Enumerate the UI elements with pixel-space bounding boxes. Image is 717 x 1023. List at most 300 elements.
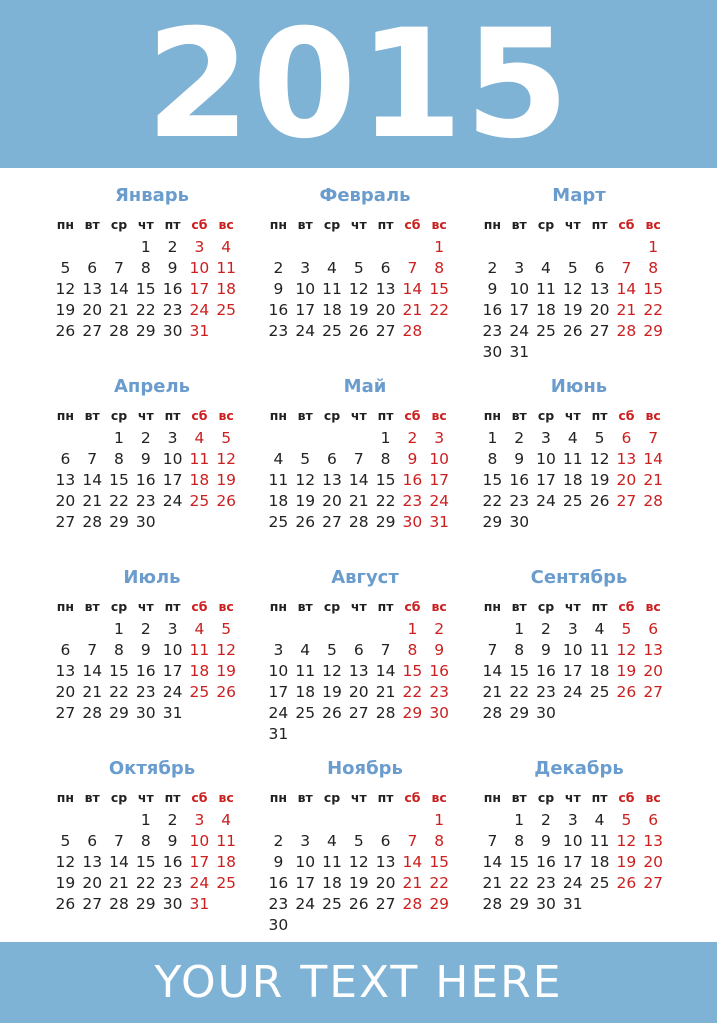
day-cell: 18 — [562, 471, 583, 489]
day-cell: 13 — [55, 662, 76, 680]
weekday-header: сб — [404, 217, 421, 232]
weekday-header: вс — [431, 790, 447, 805]
day-cell: 20 — [82, 874, 103, 892]
year-title: 2015 — [145, 0, 572, 172]
day-cell: 21 — [482, 874, 503, 892]
weekday-header: сб — [618, 790, 635, 805]
day-cell: 6 — [594, 259, 605, 277]
weekday-header: вс — [431, 408, 447, 423]
day-cell: 29 — [402, 704, 423, 722]
day-cell: 9 — [167, 259, 178, 277]
weekday-header: ср — [537, 408, 555, 423]
day-cell: 27 — [643, 683, 664, 701]
day-cell: 9 — [434, 641, 445, 659]
day-cell: 29 — [135, 895, 156, 913]
weekday-header: пн — [269, 599, 288, 614]
day-cell: 14 — [616, 280, 637, 298]
day-cell: 15 — [375, 471, 396, 489]
day-cell: 22 — [109, 492, 129, 510]
weekday-header: вт — [84, 790, 100, 805]
month-block — [479, 376, 679, 533]
day-cell: 3 — [194, 238, 205, 256]
day-cell: 19 — [616, 662, 637, 680]
day-cell: 7 — [380, 641, 391, 659]
day-cell: 6 — [327, 450, 337, 468]
day-cell: 12 — [589, 450, 610, 468]
day-cell: 7 — [621, 259, 632, 277]
weekday-header: ср — [323, 217, 341, 232]
weekday-header: чт — [350, 599, 367, 614]
weekday-header: вс — [218, 408, 234, 423]
day-cell: 4 — [594, 620, 605, 638]
day-cell: 10 — [562, 832, 583, 850]
day-cell: 1 — [514, 811, 525, 829]
day-cell: 21 — [109, 874, 129, 892]
day-cell: 23 — [268, 895, 289, 913]
weekday-header: ср — [110, 408, 128, 423]
month-days-grid — [52, 786, 252, 915]
day-cell: 8 — [648, 259, 659, 277]
day-cell: 2 — [541, 620, 551, 638]
weekday-header: ср — [537, 599, 555, 614]
day-cell: 20 — [322, 492, 342, 510]
day-cell: 3 — [541, 429, 551, 447]
month-block — [52, 567, 252, 724]
day-cell: 5 — [221, 429, 232, 447]
day-cell: 22 — [135, 874, 156, 892]
day-cell: 26 — [295, 513, 316, 531]
weekday-header: ср — [323, 599, 341, 614]
day-cell: 26 — [616, 683, 637, 701]
day-cell: 23 — [536, 874, 556, 892]
day-cell: 23 — [402, 492, 423, 510]
day-cell: 7 — [487, 641, 498, 659]
day-cell: 24 — [189, 301, 210, 319]
weekday-header: пт — [377, 599, 394, 614]
day-cell: 2 — [541, 811, 551, 829]
weekday-header: чт — [350, 408, 367, 423]
weekday-header: ср — [110, 217, 128, 232]
day-cell: 18 — [589, 662, 610, 680]
weekday-header: сб — [191, 217, 208, 232]
month-days-grid — [265, 595, 465, 745]
day-cell: 12 — [348, 853, 369, 871]
day-cell: 26 — [562, 322, 583, 340]
day-cell: 23 — [536, 683, 556, 701]
day-cell: 25 — [295, 704, 316, 722]
weekday-header: чт — [564, 408, 581, 423]
weekday-header: вт — [297, 217, 313, 232]
day-cell: 22 — [402, 683, 423, 701]
weekday-header: чт — [137, 599, 154, 614]
day-cell: 3 — [514, 259, 525, 277]
day-cell: 11 — [536, 280, 556, 298]
day-cell: 2 — [514, 429, 525, 447]
day-cell: 20 — [55, 492, 76, 510]
day-cell: 17 — [295, 301, 316, 319]
month-name: Июль — [123, 567, 181, 588]
day-cell: 1 — [434, 238, 445, 256]
day-cell: 28 — [643, 492, 664, 510]
day-cell: 19 — [295, 492, 316, 510]
weekday-header: чт — [564, 790, 581, 805]
weekday-header: сб — [404, 599, 421, 614]
day-cell: 30 — [429, 704, 450, 722]
day-cell: 6 — [648, 811, 659, 829]
day-cell: 3 — [167, 429, 178, 447]
day-cell: 10 — [562, 641, 583, 659]
day-cell: 9 — [407, 450, 418, 468]
day-cell: 14 — [348, 471, 369, 489]
day-cell: 10 — [189, 832, 210, 850]
day-cell: 26 — [616, 874, 637, 892]
month-name: Ноябрь — [327, 758, 403, 779]
day-cell: 28 — [109, 322, 129, 340]
weekday-header: пт — [164, 790, 181, 805]
month-name: Декабрь — [534, 758, 624, 779]
day-cell: 7 — [87, 641, 98, 659]
day-cell: 29 — [482, 513, 503, 531]
month-days-grid — [479, 213, 679, 363]
day-cell: 25 — [189, 683, 210, 701]
day-cell: 10 — [295, 853, 316, 871]
day-cell: 13 — [348, 662, 369, 680]
day-cell: 27 — [348, 704, 369, 722]
day-cell: 1 — [140, 238, 151, 256]
day-cell: 2 — [273, 259, 284, 277]
day-cell: 1 — [140, 811, 151, 829]
day-cell: 17 — [162, 662, 183, 680]
weekday-header: вс — [218, 599, 234, 614]
month-name: Февраль — [319, 185, 411, 206]
day-cell: 1 — [434, 811, 445, 829]
day-cell: 11 — [322, 853, 342, 871]
day-cell: 27 — [322, 513, 342, 531]
day-cell: 12 — [348, 280, 369, 298]
day-cell: 29 — [643, 322, 664, 340]
day-cell: 17 — [162, 471, 183, 489]
day-cell: 12 — [616, 641, 637, 659]
day-cell: 18 — [589, 853, 610, 871]
day-cell: 21 — [643, 471, 664, 489]
day-cell: 21 — [348, 492, 369, 510]
day-cell: 10 — [536, 450, 556, 468]
day-cell: 30 — [135, 513, 156, 531]
day-cell: 3 — [167, 620, 178, 638]
day-cell: 13 — [82, 853, 103, 871]
weekday-header: пт — [377, 408, 394, 423]
day-cell: 14 — [482, 662, 503, 680]
day-cell: 20 — [375, 874, 396, 892]
day-cell: 29 — [109, 704, 129, 722]
day-cell: 30 — [509, 513, 530, 531]
day-cell: 8 — [140, 832, 151, 850]
day-cell: 9 — [167, 832, 178, 850]
day-cell: 26 — [348, 895, 369, 913]
weekday-header: сб — [191, 790, 208, 805]
day-cell: 5 — [300, 450, 311, 468]
weekday-header: вт — [511, 599, 527, 614]
day-cell: 6 — [380, 259, 391, 277]
month-name: Май — [343, 376, 387, 397]
weekday-header: пн — [269, 790, 288, 805]
day-cell: 20 — [82, 301, 103, 319]
day-cell: 27 — [375, 895, 396, 913]
day-cell: 31 — [189, 895, 210, 913]
day-cell: 9 — [140, 450, 151, 468]
day-cell: 14 — [109, 853, 129, 871]
day-cell: 7 — [114, 832, 124, 850]
day-cell: 28 — [402, 895, 423, 913]
day-cell: 10 — [509, 280, 530, 298]
day-cell: 28 — [616, 322, 637, 340]
day-cell: 14 — [109, 280, 129, 298]
day-cell: 16 — [162, 853, 183, 871]
day-cell: 19 — [348, 301, 369, 319]
day-cell: 12 — [322, 662, 342, 680]
weekday-header: пт — [591, 217, 608, 232]
day-cell: 23 — [162, 874, 183, 892]
day-cell: 23 — [482, 322, 503, 340]
weekday-header: пн — [483, 217, 502, 232]
day-cell: 24 — [536, 492, 556, 510]
day-cell: 23 — [135, 492, 156, 510]
weekday-header: пн — [483, 599, 502, 614]
day-cell: 24 — [295, 895, 316, 913]
month-name: Январь — [114, 185, 190, 206]
month-block — [479, 758, 679, 915]
day-cell: 27 — [616, 492, 637, 510]
day-cell: 31 — [268, 725, 289, 743]
day-cell: 11 — [268, 471, 289, 489]
weekday-header: вт — [511, 790, 527, 805]
day-cell: 4 — [194, 429, 205, 447]
day-cell: 16 — [268, 301, 289, 319]
day-cell: 12 — [55, 280, 76, 298]
day-cell: 8 — [514, 641, 525, 659]
day-cell: 21 — [109, 301, 129, 319]
weekday-header: пт — [591, 408, 608, 423]
weekday-header: сб — [404, 790, 421, 805]
day-cell: 1 — [648, 238, 659, 256]
day-cell: 3 — [273, 641, 284, 659]
weekday-header: пн — [56, 790, 75, 805]
day-cell: 30 — [162, 322, 183, 340]
day-cell: 4 — [221, 238, 232, 256]
day-cell: 18 — [216, 853, 237, 871]
day-cell: 21 — [616, 301, 637, 319]
day-cell: 8 — [380, 450, 391, 468]
day-cell: 17 — [268, 683, 289, 701]
day-cell: 11 — [216, 259, 237, 277]
day-cell: 19 — [589, 471, 610, 489]
day-cell: 11 — [562, 450, 583, 468]
month-block — [479, 567, 679, 724]
day-cell: 5 — [621, 811, 632, 829]
day-cell: 2 — [167, 811, 178, 829]
day-cell: 7 — [648, 429, 659, 447]
day-cell: 17 — [295, 874, 316, 892]
weekday-header: ср — [323, 408, 341, 423]
day-cell: 31 — [509, 343, 530, 361]
weekday-header: пт — [591, 599, 608, 614]
day-cell: 13 — [55, 471, 76, 489]
day-cell: 2 — [407, 429, 418, 447]
day-cell: 22 — [429, 874, 450, 892]
day-cell: 4 — [221, 811, 232, 829]
day-cell: 9 — [273, 280, 284, 298]
day-cell: 26 — [216, 492, 237, 510]
day-cell: 10 — [162, 641, 183, 659]
day-cell: 22 — [375, 492, 396, 510]
day-cell: 21 — [402, 874, 423, 892]
weekday-header: ср — [110, 790, 128, 805]
day-cell: 26 — [589, 492, 610, 510]
day-cell: 5 — [221, 620, 232, 638]
day-cell: 14 — [402, 853, 423, 871]
day-cell: 22 — [429, 301, 450, 319]
day-cell: 5 — [353, 832, 364, 850]
weekday-header: пн — [56, 217, 75, 232]
weekday-header: пн — [269, 217, 288, 232]
weekday-header: сб — [618, 217, 635, 232]
day-cell: 27 — [55, 513, 76, 531]
day-cell: 16 — [429, 662, 450, 680]
day-cell: 6 — [60, 450, 71, 468]
day-cell: 8 — [407, 641, 418, 659]
day-cell: 17 — [189, 853, 210, 871]
day-cell: 14 — [482, 853, 503, 871]
day-cell: 16 — [135, 662, 156, 680]
day-cell: 12 — [562, 280, 583, 298]
day-cell: 18 — [536, 301, 556, 319]
day-cell: 11 — [216, 832, 237, 850]
day-cell: 21 — [482, 683, 503, 701]
weekday-header: пт — [164, 217, 181, 232]
day-cell: 8 — [114, 450, 124, 468]
day-cell: 3 — [567, 811, 578, 829]
day-cell: 24 — [268, 704, 289, 722]
weekday-header: вт — [297, 408, 313, 423]
day-cell: 15 — [643, 280, 664, 298]
day-cell: 23 — [135, 683, 156, 701]
month-block — [265, 567, 465, 745]
day-cell: 17 — [189, 280, 210, 298]
day-cell: 1 — [114, 429, 124, 447]
day-cell: 20 — [55, 683, 76, 701]
day-cell: 2 — [273, 832, 284, 850]
day-cell: 17 — [562, 853, 583, 871]
day-cell: 3 — [567, 620, 578, 638]
day-cell: 15 — [109, 471, 129, 489]
day-cell: 3 — [300, 259, 311, 277]
day-cell: 11 — [189, 641, 210, 659]
day-cell: 31 — [162, 704, 183, 722]
day-cell: 19 — [216, 662, 237, 680]
day-cell: 25 — [189, 492, 210, 510]
day-cell: 27 — [589, 322, 610, 340]
weekday-header: вс — [431, 599, 447, 614]
weekday-header: чт — [564, 217, 581, 232]
day-cell: 1 — [514, 620, 525, 638]
weekday-header: чт — [564, 599, 581, 614]
weekday-header: ср — [110, 599, 128, 614]
weekday-header: вс — [645, 599, 661, 614]
day-cell: 25 — [536, 322, 556, 340]
day-cell: 5 — [327, 641, 337, 659]
day-cell: 28 — [109, 895, 129, 913]
day-cell: 5 — [60, 832, 71, 850]
day-cell: 15 — [429, 853, 450, 871]
day-cell: 15 — [402, 662, 423, 680]
day-cell: 27 — [643, 874, 664, 892]
day-cell: 9 — [140, 641, 151, 659]
day-cell: 15 — [482, 471, 503, 489]
day-cell: 4 — [194, 620, 205, 638]
day-cell: 25 — [589, 874, 610, 892]
weekday-header: вс — [645, 217, 661, 232]
weekday-header: вс — [218, 790, 234, 805]
day-cell: 16 — [135, 471, 156, 489]
day-cell: 28 — [375, 704, 396, 722]
day-cell: 8 — [434, 259, 445, 277]
day-cell: 20 — [375, 301, 396, 319]
weekday-header: пт — [377, 790, 394, 805]
day-cell: 28 — [482, 704, 503, 722]
day-cell: 7 — [353, 450, 364, 468]
day-cell: 23 — [162, 301, 183, 319]
day-cell: 31 — [189, 322, 210, 340]
day-cell: 7 — [407, 259, 418, 277]
weekday-header: вт — [511, 408, 527, 423]
day-cell: 7 — [487, 832, 498, 850]
day-cell: 5 — [594, 429, 605, 447]
day-cell: 16 — [536, 853, 556, 871]
day-cell: 30 — [402, 513, 423, 531]
day-cell: 15 — [429, 280, 450, 298]
day-cell: 13 — [375, 853, 396, 871]
weekday-header: сб — [191, 408, 208, 423]
day-cell: 19 — [322, 683, 342, 701]
weekday-header: сб — [618, 599, 635, 614]
day-cell: 25 — [322, 895, 342, 913]
day-cell: 25 — [216, 301, 237, 319]
day-cell: 12 — [216, 450, 237, 468]
day-cell: 6 — [621, 429, 632, 447]
day-cell: 6 — [60, 641, 71, 659]
day-cell: 26 — [55, 895, 76, 913]
day-cell: 28 — [402, 322, 423, 340]
month-block — [265, 185, 465, 342]
day-cell: 26 — [55, 322, 76, 340]
weekday-header: вс — [645, 408, 661, 423]
day-cell: 22 — [135, 301, 156, 319]
weekday-header: вт — [84, 599, 100, 614]
day-cell: 17 — [429, 471, 450, 489]
weekday-header: вт — [297, 790, 313, 805]
day-cell: 29 — [375, 513, 396, 531]
day-cell: 12 — [216, 641, 237, 659]
day-cell: 13 — [82, 280, 103, 298]
month-block — [479, 185, 679, 363]
month-name: Сентябрь — [530, 567, 628, 588]
day-cell: 26 — [348, 322, 369, 340]
footer-band — [0, 942, 717, 1023]
day-cell: 25 — [322, 322, 342, 340]
day-cell: 14 — [82, 662, 103, 680]
day-cell: 30 — [162, 895, 183, 913]
day-cell: 13 — [375, 280, 396, 298]
